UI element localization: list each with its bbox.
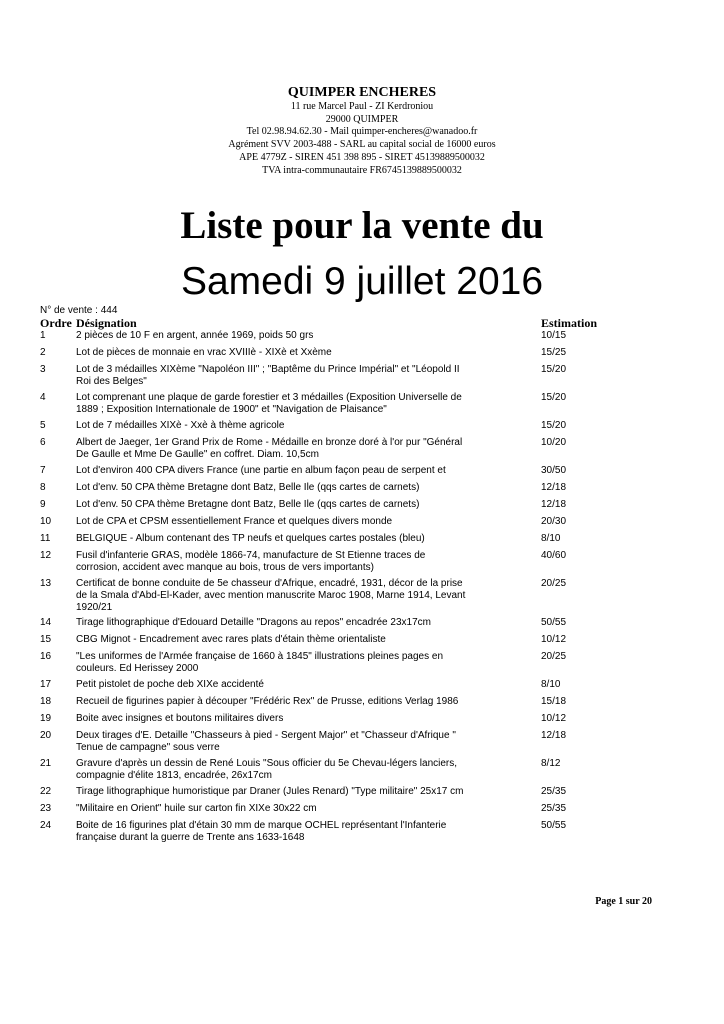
lot-number: 2 (40, 347, 46, 358)
lot-estimate: 12/18 (541, 499, 567, 510)
company-agrement: Agrément SVV 2003-488 - SARL au capital social de 16000 euros (228, 139, 496, 151)
lot-estimate: 15/20 (541, 364, 567, 375)
lot-number: 6 (40, 437, 46, 448)
lot-description: "Militaire en Orient" huile sur carton fin XIXe 30x22 cm (76, 803, 317, 814)
lot-number: 13 (40, 578, 52, 589)
lot-description: BELGIQUE - Album contenant des TP neufs et quelques cartes postales (bleu) (76, 533, 425, 544)
page-number: Page 1 sur 20 (595, 896, 652, 907)
company-tva: TVA intra-communautaire FR6745139889500032 (262, 164, 462, 176)
lot-estimate: 12/18 (541, 482, 567, 493)
lot-description: CBG Mignot - Encadrement avec rares plats d'étain thème orientaliste (76, 634, 386, 645)
company-city: 29000 QUIMPER (325, 113, 399, 125)
lot-estimate: 10/20 (541, 437, 567, 448)
lot-number: 15 (40, 634, 52, 645)
lot-estimate: 50/55 (541, 617, 567, 628)
company-address: 11 rue Marcel Paul - ZI Kerdroniou (290, 101, 434, 112)
lot-estimate: 15/20 (541, 392, 567, 403)
lot-description: Tirage lithographique d'Edouard Detaille "Dragons au repos" encadrée 23x17cm (76, 617, 431, 628)
lot-number: 7 (40, 465, 46, 476)
lot-estimate: 15/18 (541, 696, 567, 707)
lot-number: 5 (40, 420, 46, 431)
lot-description: Fusil d'infanterie GRAS, modèle 1866-74, manufacture de St Etienne traces de corrosion, accident avec manque au bois, trous de vers importants) (76, 550, 426, 573)
company-contact: Tel 02.98.94.62.30 - Mail quimper-encheres@wanadoo.fr (246, 126, 478, 138)
company-siret: APE 4779Z - SIREN 451 398 895 - SIRET 45139889500032 (239, 151, 485, 163)
lot-description: Lot de 3 médailles XIXème "Napoléon III" ; "Baptême du Prince Impérial" et "Léopold II Roi des Belges" (76, 364, 460, 387)
document-title: Liste pour la vente du (180, 204, 544, 247)
lot-number: 23 (40, 803, 52, 814)
lot-description: Certificat de bonne conduite de 5e chasseur d'Afrique, encadré, 1931, décor de la prise de la Smala d'Abd-El-Kader, avec mention manuscrite Maroc 1908, Marne 1914, Levant 1920/21 (76, 578, 466, 613)
lot-description: Recueil de figurines papier à découper "Frédéric Rex" de Prusse, editions Verlag 1986 (76, 696, 459, 707)
lot-number: 1 (40, 330, 46, 341)
lot-description: Lot de CPA et CPSM essentiellement France et quelques divers monde (76, 516, 393, 527)
lot-description: Deux tirages d'E. Detaille "Chasseurs à pied - Sergent Major" et "Chasseur d'Afrique " Tenue de campagne" sous verre (76, 730, 456, 753)
lot-estimate: 12/18 (541, 730, 567, 741)
column-headers (0, 316, 724, 330)
lot-description: Lot comprenant une plaque de garde forestier et 3 médailles (Exposition Universelle de 1889 ; Exposition Internationale de 1900" et "Navigation de Plaisance" (76, 392, 462, 415)
lot-number: 20 (40, 730, 52, 741)
lot-number: 16 (40, 651, 52, 662)
lot-description: Tirage lithographique humoristique par Draner (Jules Renard) "Type militaire" 25x17 cm (76, 786, 464, 797)
lot-estimate: 15/25 (541, 347, 567, 358)
lot-estimate: 40/60 (541, 550, 567, 561)
column-header-ordre: Ordre (40, 316, 72, 330)
lot-number: 24 (40, 820, 52, 831)
lot-number: 18 (40, 696, 52, 707)
sale-number: N° de vente : 444 (40, 305, 118, 316)
lot-estimate: 8/10 (541, 533, 561, 544)
lot-description: Lot de pièces de monnaie en vrac XVIIIè - XIXè et Xxème (76, 347, 332, 358)
lot-estimate: 25/35 (541, 803, 567, 814)
lot-estimate: 10/15 (541, 330, 567, 341)
lot-number: 9 (40, 499, 46, 510)
lot-description: Albert de Jaeger, 1er Grand Prix de Rome - Médaille en bronze doré à l'or pur "Général De Gaulle et Mme De Gaulle" en coffret. Diam. 10,5cm (76, 437, 463, 460)
lot-description: Lot de 7 médailles XIXè - Xxè à thème agricole (76, 420, 285, 431)
lot-number: 19 (40, 713, 52, 724)
lot-description: Boite de 16 figurines plat d'étain 30 mm de marque OCHEL représentant l'Infanterie française durant la guerre de Trente ans 1633-1648 (76, 820, 447, 843)
lot-description: Lot d'environ 400 CPA divers France (une partie en album façon peau de serpent et (76, 465, 446, 476)
lot-estimate: 10/12 (541, 634, 567, 645)
lot-estimate: 15/20 (541, 420, 567, 431)
lot-number: 11 (40, 533, 51, 544)
sale-date: Samedi 9 juillet 2016 (180, 260, 544, 303)
lot-description: Lot d'env. 50 CPA thème Bretagne dont Batz, Belle Ile (qqs cartes de carnets) (76, 499, 420, 510)
lot-estimate: 20/25 (541, 578, 567, 589)
company-name: QUIMPER ENCHERES (287, 85, 437, 100)
lot-number: 3 (40, 364, 46, 375)
lot-estimate: 20/30 (541, 516, 567, 527)
lot-number: 12 (40, 550, 52, 561)
column-header-designation: Désignation (76, 316, 137, 330)
lot-estimate: 10/12 (541, 713, 567, 724)
lot-number: 14 (40, 617, 52, 628)
lot-number: 17 (40, 679, 52, 690)
column-header-estimation: Estimation (541, 316, 598, 330)
lot-estimate: 8/12 (541, 758, 561, 769)
lot-number: 10 (40, 516, 52, 527)
lot-number: 21 (40, 758, 52, 769)
lot-estimate: 30/50 (541, 465, 567, 476)
lot-estimate: 20/25 (541, 651, 567, 662)
lot-number: 22 (40, 786, 52, 797)
lot-description: Gravure d'après un dessin de René Louis "Sous officier du 5e Chevau-légers lanciers, compagnie d'élite 1813, encadrée, 26x17cm (76, 758, 458, 781)
lot-description: Boite avec insignes et boutons militaires divers (76, 713, 284, 724)
lot-description: 2 pièces de 10 F en argent, année 1969, poids 50 grs (76, 330, 314, 341)
lot-description: Lot d'env. 50 CPA thème Bretagne dont Batz, Belle Ile (qqs cartes de carnets) (76, 482, 420, 493)
lot-estimate: 25/35 (541, 786, 567, 797)
lot-number: 8 (40, 482, 46, 493)
lot-description: "Les uniformes de l'Armée française de 1660 à 1845" illustrations pleines pages en couleurs. Ed Herissey 2000 (76, 651, 444, 674)
company-header (0, 84, 724, 177)
lot-number: 4 (40, 392, 46, 403)
lot-estimate: 50/55 (541, 820, 567, 831)
lot-estimate: 8/10 (541, 679, 561, 690)
lot-description: Petit pistolet de poche deb XIXe accidenté (76, 679, 264, 690)
